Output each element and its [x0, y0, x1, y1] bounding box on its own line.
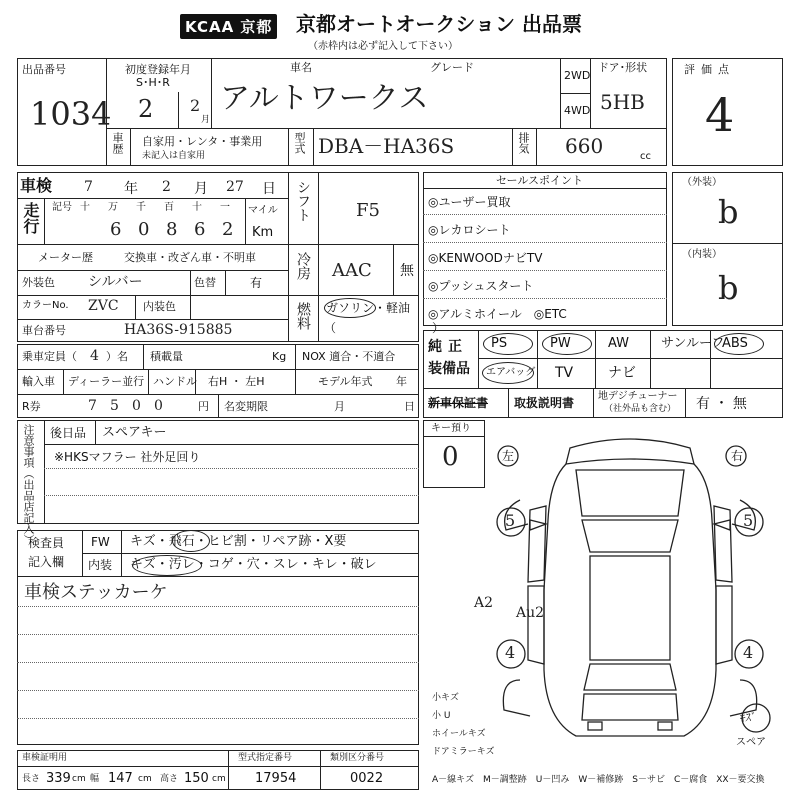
- usage-options: 自家用・レンタ・事業用: [142, 135, 263, 148]
- ac-value: AAC: [332, 260, 372, 281]
- accessory-label: 後日品: [50, 426, 87, 440]
- equipment-item: PW: [550, 336, 571, 351]
- ext-grade-value: b: [718, 193, 739, 231]
- name-change-label: 名変期限: [224, 400, 268, 413]
- ac-label: 冷房: [295, 252, 311, 280]
- passengers-label: 乗車定員（: [22, 350, 77, 363]
- first-reg-label: 初度登録年月: [125, 63, 191, 76]
- grade-label: グレード: [430, 61, 474, 74]
- damage-mark-au2: Au2: [516, 605, 545, 621]
- form-title: 京都オートオークション 出品票: [296, 12, 582, 36]
- fw-options: キズ・飛石・ヒビ割・リペア跡・X要: [130, 534, 347, 549]
- mileage-header: 十: [192, 202, 202, 213]
- ext-color-label: 外装色: [22, 276, 55, 289]
- fuel-paren: （ ）: [324, 321, 445, 335]
- width-value: 147: [108, 771, 133, 786]
- chassis-label: 車台番号: [22, 324, 66, 337]
- int-grade-label: （内装）: [682, 249, 722, 260]
- equipment-circle: [482, 362, 534, 384]
- length-unit: cm: [72, 774, 86, 784]
- model-label: 型式: [293, 132, 306, 154]
- mileage-unit-top: マイル: [248, 205, 278, 216]
- front-left-tire-tread: 5: [505, 511, 516, 530]
- shaken-label: 車検: [20, 176, 53, 195]
- interior-options: キズ・汚レ・コゲ・穴・スレ・キレ・破レ: [130, 557, 377, 572]
- type-no-label: 型式指定番号: [238, 753, 293, 763]
- inspector-label-2: 記入欄: [28, 555, 65, 569]
- mileage-header: 十: [80, 202, 90, 213]
- equipment-circle: [714, 333, 764, 355]
- meter-history-options: 交換車・改ざん車・不明車: [124, 251, 256, 264]
- equipment-circle: [542, 333, 592, 355]
- diagram-left-label: 左: [502, 449, 515, 463]
- mileage-header: 万: [108, 202, 118, 213]
- mileage-label: 走行: [21, 202, 40, 234]
- notes-line-1: ※HKSマフラー 社外足回り: [54, 450, 201, 464]
- recycle-digit: 0: [132, 398, 141, 414]
- passengers-value: 4: [90, 348, 99, 364]
- model-year-unit: 年: [396, 375, 407, 388]
- drive-2wd: 2WD: [564, 69, 591, 82]
- length-value: 339: [46, 771, 71, 786]
- drive-4wd: 4WD: [564, 104, 591, 117]
- digital-tuner-label: 地デジチューナー: [598, 391, 678, 402]
- door-shape-value: 5HB: [600, 90, 645, 114]
- equipment-item: サンルーフ: [661, 336, 725, 351]
- shaken-day-unit: 日: [262, 181, 276, 197]
- spare-label: スペア: [736, 737, 766, 748]
- displacement-value: 660: [565, 134, 604, 158]
- equipment-item: PS: [491, 336, 508, 351]
- key-box-value: 0: [442, 442, 459, 472]
- name-change-day: 日: [404, 400, 415, 413]
- ac-none: 無: [400, 263, 414, 279]
- recycle-label: R券: [22, 400, 41, 413]
- interior-label: 内装: [88, 558, 113, 572]
- fuel-options: ガソリン・軽油: [326, 301, 411, 315]
- meter-history-label: メーター歴: [38, 251, 93, 264]
- car-diagram: [480, 420, 785, 760]
- passengers-unit: ）名: [106, 350, 128, 363]
- name-change-month: 月: [334, 400, 345, 413]
- score-label: 評価点: [684, 63, 735, 76]
- rear-right-tire-tread: 4: [743, 643, 754, 662]
- model-year-label: モデル年式: [318, 375, 373, 388]
- ext-grade-label: （外装）: [682, 177, 722, 188]
- class-no-value: 0022: [350, 771, 384, 786]
- shaken-month: 2: [162, 179, 171, 195]
- nox-label: NOX 適合・不適合: [302, 350, 396, 363]
- model-value: DBA－HA36S: [318, 134, 455, 158]
- recycle-unit: 円: [198, 400, 209, 413]
- legend-mirror-scratch: ドアミラーキズ: [432, 747, 495, 757]
- mileage-header: 記号: [52, 202, 72, 213]
- shaken-month-unit: 月: [194, 181, 208, 197]
- front-right-tire-tread: 5: [743, 511, 754, 530]
- width-unit: cm: [138, 774, 152, 784]
- mileage-unit: Km: [252, 225, 274, 240]
- usage-note: 未記入は自家用: [142, 151, 206, 161]
- recycle-digit: 5: [110, 398, 119, 414]
- car-name: アルトワークス: [220, 81, 429, 116]
- legend-wheel-scratch: ホイールキズ: [432, 729, 486, 739]
- sales-point-item: ◎KENWOODナビTV: [428, 251, 543, 265]
- load-label: 積載量: [150, 350, 183, 363]
- shaken-year: 7: [84, 179, 93, 195]
- sales-point-item: ◎レカロシート: [428, 223, 511, 237]
- accessory-value: スペアキー: [102, 425, 167, 440]
- digital-tuner-note: （社外品も含む）: [604, 404, 677, 414]
- class-no-label: 類別区分番号: [330, 753, 385, 763]
- kcaa-logo: KCAA 京都: [180, 14, 277, 39]
- ext-color-value: シルバー: [88, 274, 143, 290]
- import-label: 輸入車: [22, 375, 55, 388]
- height-unit: cm: [212, 774, 226, 784]
- equipment-item: ナビ: [608, 365, 636, 381]
- equipment-item: TV: [555, 365, 574, 381]
- era-label: S･H･R: [136, 76, 170, 89]
- mileage-digit: 0: [138, 219, 150, 240]
- car-name-label: 車名: [290, 61, 312, 74]
- mileage-header: 千: [136, 202, 146, 213]
- equipment-label-2: 装備品: [428, 361, 470, 377]
- reg-year: 2: [138, 95, 154, 123]
- height-label: 高さ: [160, 774, 179, 784]
- legend-small-scratch: 小キズ: [432, 693, 459, 703]
- load-unit: Kg: [272, 350, 287, 363]
- type-no-value: 17954: [255, 771, 297, 786]
- chassis-value: HA36S-915885: [124, 322, 233, 338]
- color-no-value: ZVC: [88, 298, 119, 314]
- equipment-item: AW: [608, 336, 630, 351]
- shift-value: F5: [356, 200, 380, 221]
- inspector-note: 車検ステッカーケ: [24, 582, 168, 603]
- usage-label: 車歴: [111, 132, 124, 154]
- fuel-label: 燃料: [295, 302, 311, 330]
- cert-label: 車検証明用: [22, 753, 68, 763]
- legend-bottom: A－線キズ M－調整跡 U－凹み W－補修跡 S－サビ C－腐食 XX－要交換: [432, 775, 765, 785]
- form-subtitle: （赤枠内は必ず記入して下さい）: [308, 41, 458, 52]
- width-label: 幅: [90, 774, 100, 784]
- color-no-label: カラーNo.: [22, 300, 69, 311]
- lot-number-label: 出品番号: [22, 63, 66, 76]
- dealer-label: ディーラー並行: [68, 375, 145, 388]
- fw-chip-circle: [172, 530, 210, 552]
- mileage-digit: 6: [194, 219, 206, 240]
- fw-label: FW: [91, 535, 110, 549]
- rear-left-tire-tread: 4: [505, 643, 516, 662]
- handle-label: ハンドル: [153, 375, 197, 388]
- equipment-item: ABS: [722, 336, 748, 351]
- int-color-label: 内装色: [143, 300, 176, 313]
- height-value: 150: [184, 771, 209, 786]
- color-change-value: 有: [250, 276, 263, 290]
- sales-points-label: セールスポイント: [496, 174, 584, 187]
- spare-tire-mark: ｷｽﾞ: [740, 711, 757, 724]
- score-value: 4: [705, 88, 735, 142]
- diagram-right-label: 右: [731, 449, 744, 463]
- sales-point-item: ◎ユーザー買取: [428, 195, 511, 209]
- shaken-year-unit: 年: [124, 181, 138, 197]
- mileage-digit: 6: [110, 219, 122, 240]
- inspector-label-1: 検査員: [28, 536, 65, 550]
- owner-manual: 取扱説明書: [514, 396, 575, 410]
- displacement-unit: cc: [640, 151, 651, 162]
- mileage-header: 百: [164, 202, 174, 213]
- shaken-day: 27: [226, 179, 244, 195]
- sales-point-item: ◎アルミホイール ◎ETC: [428, 307, 567, 321]
- color-change-label: 色替: [194, 276, 216, 289]
- notes-label: 注意事項（出品店記入）: [22, 424, 35, 545]
- new-car-warranty: 新車保証書: [428, 396, 489, 410]
- equipment-label-1: 純正: [428, 339, 468, 355]
- mileage-header: 一: [220, 202, 230, 213]
- equipment-circle: [483, 333, 533, 355]
- month-suffix: 月: [201, 115, 211, 125]
- key-box-label: キー預り: [431, 423, 471, 434]
- recycle-digit: 7: [88, 398, 97, 414]
- fuel-gasoline-circle: [324, 298, 376, 318]
- int-grade-value: b: [718, 269, 739, 307]
- handle-options: 右H ・ 左H: [208, 375, 265, 388]
- digital-tuner-options: 有 ・ 無: [696, 396, 747, 412]
- shift-label: シフト: [295, 180, 311, 222]
- lot-number: 1034: [30, 95, 112, 133]
- reg-month: 2: [190, 96, 201, 115]
- length-label: 長さ: [22, 774, 41, 784]
- legend-small-u: 小 U: [432, 711, 451, 721]
- interior-circle: [132, 555, 202, 576]
- damage-mark-a2: A2: [474, 595, 494, 611]
- mileage-digit: 2: [222, 219, 234, 240]
- sales-point-item: ◎プッシュスタート: [428, 279, 534, 293]
- mileage-digit: 8: [166, 219, 178, 240]
- equipment-item: エアバッグ: [486, 367, 536, 378]
- recycle-digit: 0: [154, 398, 163, 414]
- displacement-label: 排気: [517, 132, 530, 154]
- door-shape-label: ドア･形状: [598, 61, 648, 74]
